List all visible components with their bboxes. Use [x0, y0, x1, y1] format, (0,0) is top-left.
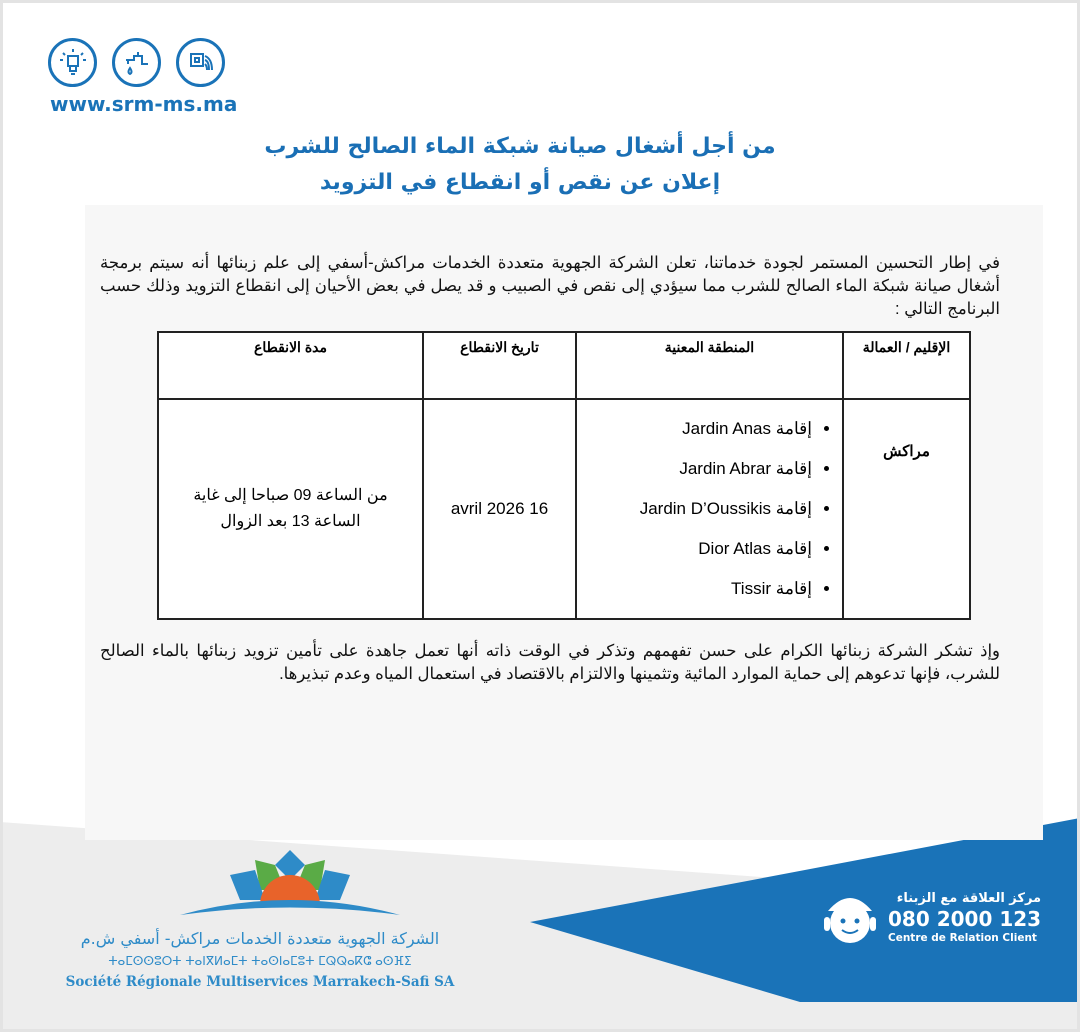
srm-logo [160, 845, 420, 929]
header-province: الإقليم / العمالة [843, 332, 970, 399]
date-cell: 16 avril 2026 [423, 399, 576, 619]
header-zone: المنطقة المعنية [576, 332, 843, 399]
zones-cell [576, 399, 843, 619]
zone-item: • إقامة Tissir [577, 578, 812, 600]
table-row [158, 399, 970, 619]
header-date: تاريخ الانقطاع [423, 332, 576, 399]
header-duration: مدة الانقطاع [158, 332, 423, 399]
company-name-tifinagh: ⵜⴰⵎⵙⵙⵓⵔⵜ ⵜⴰⵏⴳⵍⴰⵎⵜ ⵜⴰⵙⵏⴰⵎⵓⵜ ⵎⵕⵕⴰⴽⵛ ⴰⵙⴼⵉ [108, 954, 412, 968]
zone-item: • إقامة Jardin D’Oussikis [577, 498, 812, 520]
hotline-label-ar: مركز العلاقة مع الزبناء [896, 890, 1042, 906]
zone-item: • إقامة Jardin Abrar [577, 458, 812, 480]
intro-paragraph: في إطار التحسين المستمر لجودة خدماتنا، تعلن الشركة الجهوية متعددة الخدمات مراكش-أسفي إلى علم زبنائها أنه سيتم برمجة أشغال صيانة شبكة الماء الصالح للشرب مما سيؤدي إلى نقص في الصبيب و قد يصل في بعض الأحيان إلى انقطاع التزويد وذلك حسب البرنامج التالي : [100, 254, 1000, 318]
company-name-ar: الشركة الجهوية متعددة الخدمات مراكش- أسفي ش.م [80, 929, 440, 948]
lightbulb-icon [48, 38, 97, 87]
title-line-2: إعلان عن نقص أو انقطاع في التزويد [319, 170, 721, 195]
company-name-fr: Société Régionale Multiservices Marrakech-Safi SA [65, 974, 455, 990]
electric-meter-icon [176, 38, 225, 87]
zone-item: • إقامة Jardin Anas [577, 418, 812, 440]
notice-body [100, 252, 1000, 686]
title-line-1: من أجل أشغال صيانة شبكة الماء الصالح للشرب [264, 134, 776, 159]
table-header-row [158, 332, 970, 399]
agent-mascot-icon [820, 885, 880, 951]
zone-item: • إقامة Dior Atlas [577, 538, 812, 560]
duration-cell: من الساعة 09 صباحا إلى غاية الساعة 13 بعد الزوال [158, 399, 423, 619]
hotline-label-fr: Centre de Relation Client [888, 932, 1037, 945]
closing-paragraph: وإذ تشكر الشركة زبنائها الكرام على حسن تفهمهم وتذكر في الوقت ذاته أنها تعمل جاهدة على تأمين تزويد زبنائها بالماء الصالح للشرب، فإنها تدعوهم إلى حماية الموارد المائية وتثمينها والالتزام بالاقتصاد في استعمال المياه وعدم تبذيرها. [100, 642, 1000, 683]
hotline-number[interactable]: 080 2000 123 [888, 907, 1042, 932]
outage-table [157, 331, 971, 620]
customer-hotline [820, 885, 1041, 951]
website-url[interactable]: www.srm-ms.ma [50, 92, 238, 116]
service-icons [48, 38, 225, 87]
province-cell: مراكش [843, 399, 970, 619]
water-tap-icon [112, 38, 161, 87]
